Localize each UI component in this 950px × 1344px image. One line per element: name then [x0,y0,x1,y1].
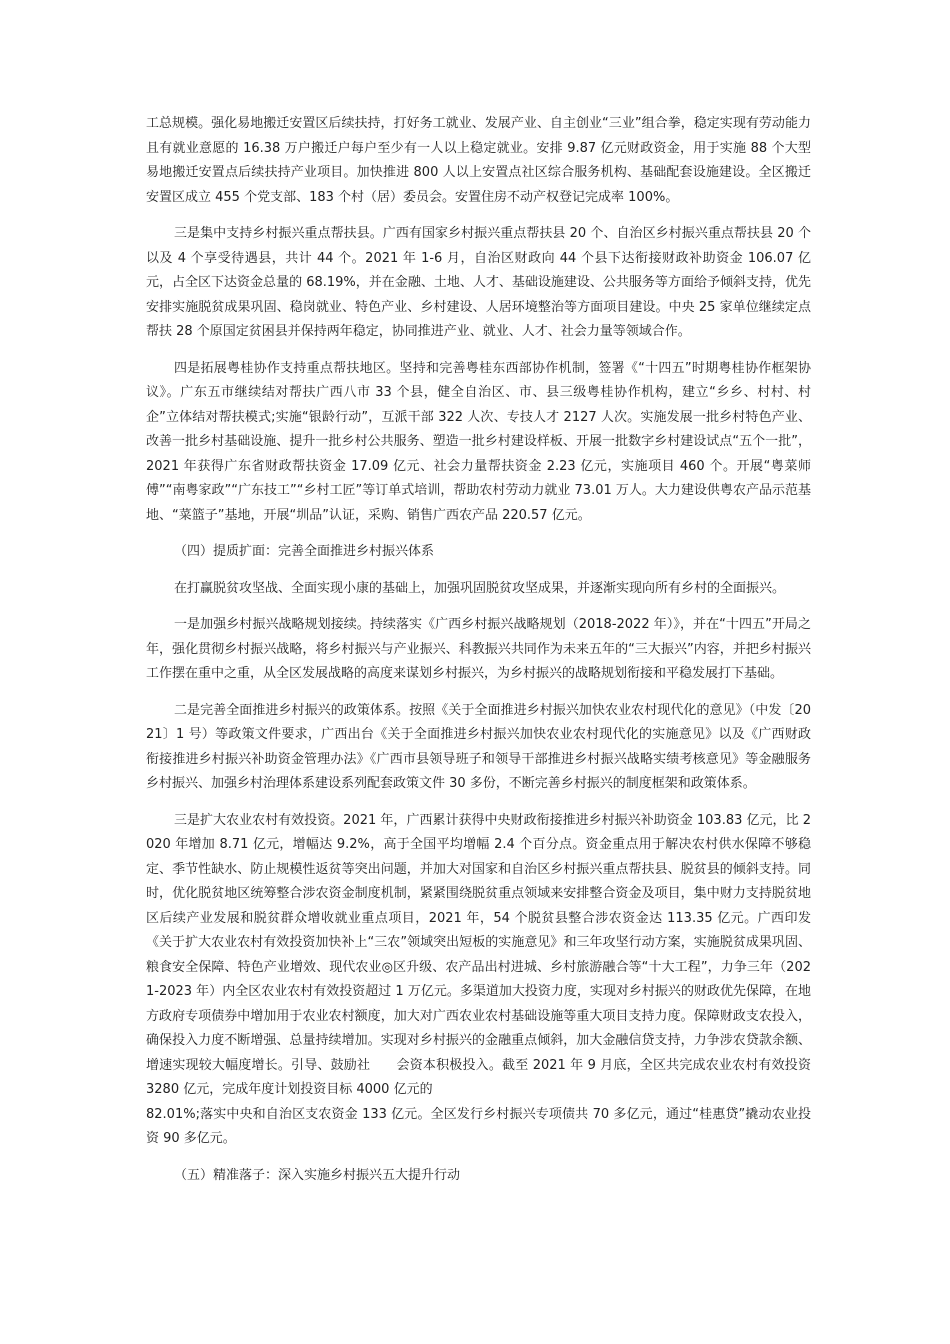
paragraph-guangdong-guangxi-cooperation: 四是拓展粤桂协作支持重点帮扶地区。坚持和完善粤桂东西部协作机制，签署《“十四五”时期粤桂协作框架协议》。广东五市继续结对帮扶广西八市 33 个县，健全自治区、市、县三级粤桂协作机构，建立“乡乡、村村、村企”立体结对帮扶模式;实施“银龄行动”，互派干部 322 人次、专技人才 2127 人次。实施发展一批乡村特色产业、改善一批乡村基础设施、提升一批乡村公共服务、塑造一批乡村建设样板、开展一批数字乡村建设试点“五个一批”，2021 年获得广东省财政帮扶资金 17.09 亿元、社会力量帮扶资金 2.23 亿元，实施项目 460 个。开展“粤菜师傅”“南粤家政”“广东技工”“乡村工匠”等订单式培训，帮助农村劳动力就业 73.01 万人。大力建设供粤农产品示范基地、“菜篮子”基地，开展“圳品”认证，采购、销售广西农产品 220.57 亿元。 [146,360,811,523]
paragraph-strategic-planning: 一是加强乡村振兴战略规划接续。持续落实《广西乡村振兴战略规划（2018-2022 年）》，并在“十四五”开局之年，强化贯彻乡村振兴战略，将乡村振兴与产业振兴、科教振兴共同作为未来五年的“三大振兴”内容，并把乡村振兴工作摆在重中之重，从全区发展战略的高度来谋划乡村振兴，为乡村振兴的战略规划衔接和平稳发展打下基础。 [146,617,811,681]
section-heading-4: （四）提质扩面：完善全面推进乡村振兴体系 [174,544,435,559]
paragraph-agricultural-investment: 三是扩大农业农村有效投资。2021 年，广西累计获得中央财政衔接推进乡村振兴补助资金 103.83 亿元，比 2020 年增加 8.71 亿元，增幅达 9.2%，高于全国平均增幅 2.4 个百分点。资金重点用于解决农村供水保障不够稳定、季节性缺水、防止规模性返贫等突出问题，并加大对国家和自治区乡村振兴重点帮扶县、脱贫县的倾斜支持。同时，优化脱贫地区统筹整合涉农资金制度机制，紧紧围绕脱贫重点领域来安排整合资金及项目，集中财力支持脱贫地区后续产业发展和脱贫群众增收就业重点项目，2021 年，54 个脱贫县整合涉农资金达 113.35 亿元。广西印发《关于扩大农业农村有效投资加快补上“三农”领域突出短板的实施意见》和三年攻坚行动方案，实施脱贫成果巩固、粮食安全保障、特色产业增效、现代农业◎区升级、农产品出村进城、乡村旅游融合等“十大工程”，力争三年（2021-2023 年）内全区农业农村有效投资超过 1 万亿元。多渠道加大投资力度，实现对乡村振兴的财政优先保障，在地方政府专项债券中增加用于农业农村额度，加大对广西农业农村基础设施等重大项目支持力度。保障财政支农投入，确保投入力度不断增强、总量持续增加。实现对乡村振兴的金融重点倾斜，加大金融信贷支持，力争涉农贷款余额、增速实现较大幅度增长。引导、鼓励社 会资本积极投入。截至 2021 年 9 月底，全区共完成农业农村有效投资 3280 亿元，完成年度计划投资目标 4000 亿元的 [146,812,811,1097]
section-heading-5: （五）精准落子：深入实施乡村振兴五大提升行动 [174,1167,461,1183]
paragraph-policy-system: 二是完善全面推进乡村振兴的政策体系。按照《关于全面推进乡村振兴加快农业农村现代化的意见》（中发〔2021〕1 号）等政策文件要求，广西出台《关于全面推进乡村振兴加快农业农村现代化的实施意见》以及《广西财政衔接推进乡村振兴补助资金管理办法》《广西市县领导班子和领导干部推进乡村振兴战略实绩考核意见》等金融服务乡村振兴、加强乡村治理体系建设系列配套政策文件 30 多份，不断完善乡村振兴的制度框架和政策体系。 [146,702,811,791]
paragraph-investment-continued: 82.01%;落实中央和自治区支农资金 133 亿元。全区发行乡村振兴专项债共 70 多亿元，通过“桂惠贷”撬动农业投资 90 多亿元。 [146,1106,811,1146]
paragraph-key-assistance-counties: 三是集中支持乡村振兴重点帮扶县。广西有国家乡村振兴重点帮扶县 20 个、自治区乡村振兴重点帮扶县 20 个以及 4 个享受待遇县，共计 44 个。2021 年 1-6 月，自治区财政向 44 个县下达衔接财政补助资金 106.07 亿元，占全区下达资金总量的 68.19%，并在金融、土地、人才、基础设施建设、公共服务等方面给予倾斜支持，优先安排实施脱贫成果巩固、稳岗就业、特色产业、乡村建设、人居环境整治等方面项目建设。中央 25 家单位继续定点帮扶 28 个原国定贫困县并保持两年稳定，协同推进产业、就业、人才、社会力量等领域合作。 [146,226,811,339]
paragraph-section-4-intro: 在打赢脱贫攻坚战、全面实现小康的基础上，加强巩固脱贫攻坚成果，并逐渐实现向所有乡村的全面振兴。 [174,580,786,596]
document-body [146,112,811,1200]
paragraph-resettlement-support: 工总规模。强化易地搬迁安置区后续扶持，打好务工就业、发展产业、自主创业“三业”组合拳，稳定实现有劳动能力且有就业意愿的 16.38 万户搬迁户每户至少有一人以上稳定就业。安排 9.87 亿元财政资金，用于实施 88 个大型易地搬迁安置点后续扶持产业项目。加快推进 800 人以上安置点社区综合服务机构、基础配套设施建设。全区搬迁安置区成立 455 个党支部、183 个村（居）委员会。安置住房不动产权登记完成率 100%。 [146,116,811,205]
